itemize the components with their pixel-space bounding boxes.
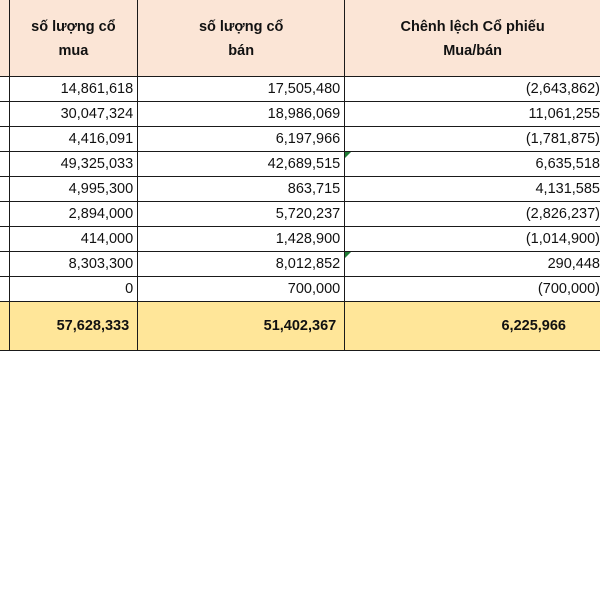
header-text: bán [228,43,255,59]
buy-quantity-cell[interactable]: 49,325,033 [9,152,138,177]
sell-quantity-cell[interactable]: 5,720,237 [138,202,345,227]
table-row [0,127,600,152]
table-row [0,177,600,202]
table-row [0,77,600,102]
header-row [0,0,600,77]
difference-cell[interactable] [345,252,600,277]
edge-cell[interactable] [0,152,9,177]
edge-cell[interactable] [0,77,9,102]
buy-quantity-cell[interactable]: 2,894,000 [9,202,138,227]
header-cell-edge[interactable] [0,0,9,77]
total-difference-cell[interactable]: 6,225,966 [345,302,600,351]
difference-cell[interactable]: 11,061,255 [345,102,600,127]
buy-quantity-cell[interactable]: 14,861,618 [9,77,138,102]
edge-cell[interactable] [0,177,9,202]
difference-value: 290,448 [547,256,600,272]
edge-cell[interactable] [0,227,9,252]
difference-cell[interactable]: (700,000) [345,277,600,302]
header-text: Chênh lệch Cổ phiếu [400,19,545,35]
buy-quantity-cell[interactable]: 30,047,324 [9,102,138,127]
sell-quantity-cell[interactable]: 1,428,900 [138,227,345,252]
error-indicator-icon [345,152,351,158]
difference-value: 6,635,518 [535,156,600,172]
difference-cell[interactable]: 4,131,585 [345,177,600,202]
error-indicator-icon [345,252,351,258]
sell-quantity-cell[interactable]: 6,197,966 [138,127,345,152]
difference-cell[interactable]: (2,826,237) [345,202,600,227]
header-text: số lượng cổ [198,19,284,35]
header-cell-buy-quantity[interactable] [9,0,138,77]
sell-quantity-cell[interactable]: 18,986,069 [138,102,345,127]
table-row [0,202,600,227]
sell-quantity-cell[interactable]: 8,012,852 [138,252,345,277]
edge-cell[interactable] [0,102,9,127]
sell-quantity-cell[interactable]: 700,000 [138,277,345,302]
table-row [0,102,600,127]
buy-quantity-cell[interactable]: 8,303,300 [9,252,138,277]
header-text: mua [58,43,89,59]
edge-cell[interactable] [0,277,9,302]
sell-quantity-cell[interactable]: 42,689,515 [138,152,345,177]
table-row [0,252,600,277]
buy-quantity-cell[interactable]: 4,416,091 [9,127,138,152]
table-row [0,227,600,252]
edge-cell[interactable] [0,127,9,152]
total-buy-cell[interactable]: 57,628,333 [9,302,138,351]
total-sell-cell[interactable]: 51,402,367 [138,302,345,351]
header-text: Mua/bán [443,43,502,59]
header-text: số lượng cổ [31,19,116,35]
total-row [0,302,600,351]
difference-cell[interactable]: (1,781,875) [345,127,600,152]
buy-quantity-cell[interactable]: 0 [9,277,138,302]
sell-quantity-cell[interactable]: 17,505,480 [138,77,345,102]
table-row [0,152,600,177]
difference-cell[interactable] [345,152,600,177]
edge-cell[interactable] [0,202,9,227]
sell-quantity-cell[interactable]: 863,715 [138,177,345,202]
header-cell-sell-quantity[interactable] [138,0,345,77]
difference-cell[interactable]: (1,014,900) [345,227,600,252]
table-row [0,277,600,302]
edge-cell[interactable] [0,302,9,351]
buy-quantity-cell[interactable]: 4,995,300 [9,177,138,202]
header-cell-difference[interactable] [345,0,600,77]
edge-cell[interactable] [0,252,9,277]
difference-cell[interactable]: (2,643,862) [345,77,600,102]
buy-quantity-cell[interactable]: 414,000 [9,227,138,252]
